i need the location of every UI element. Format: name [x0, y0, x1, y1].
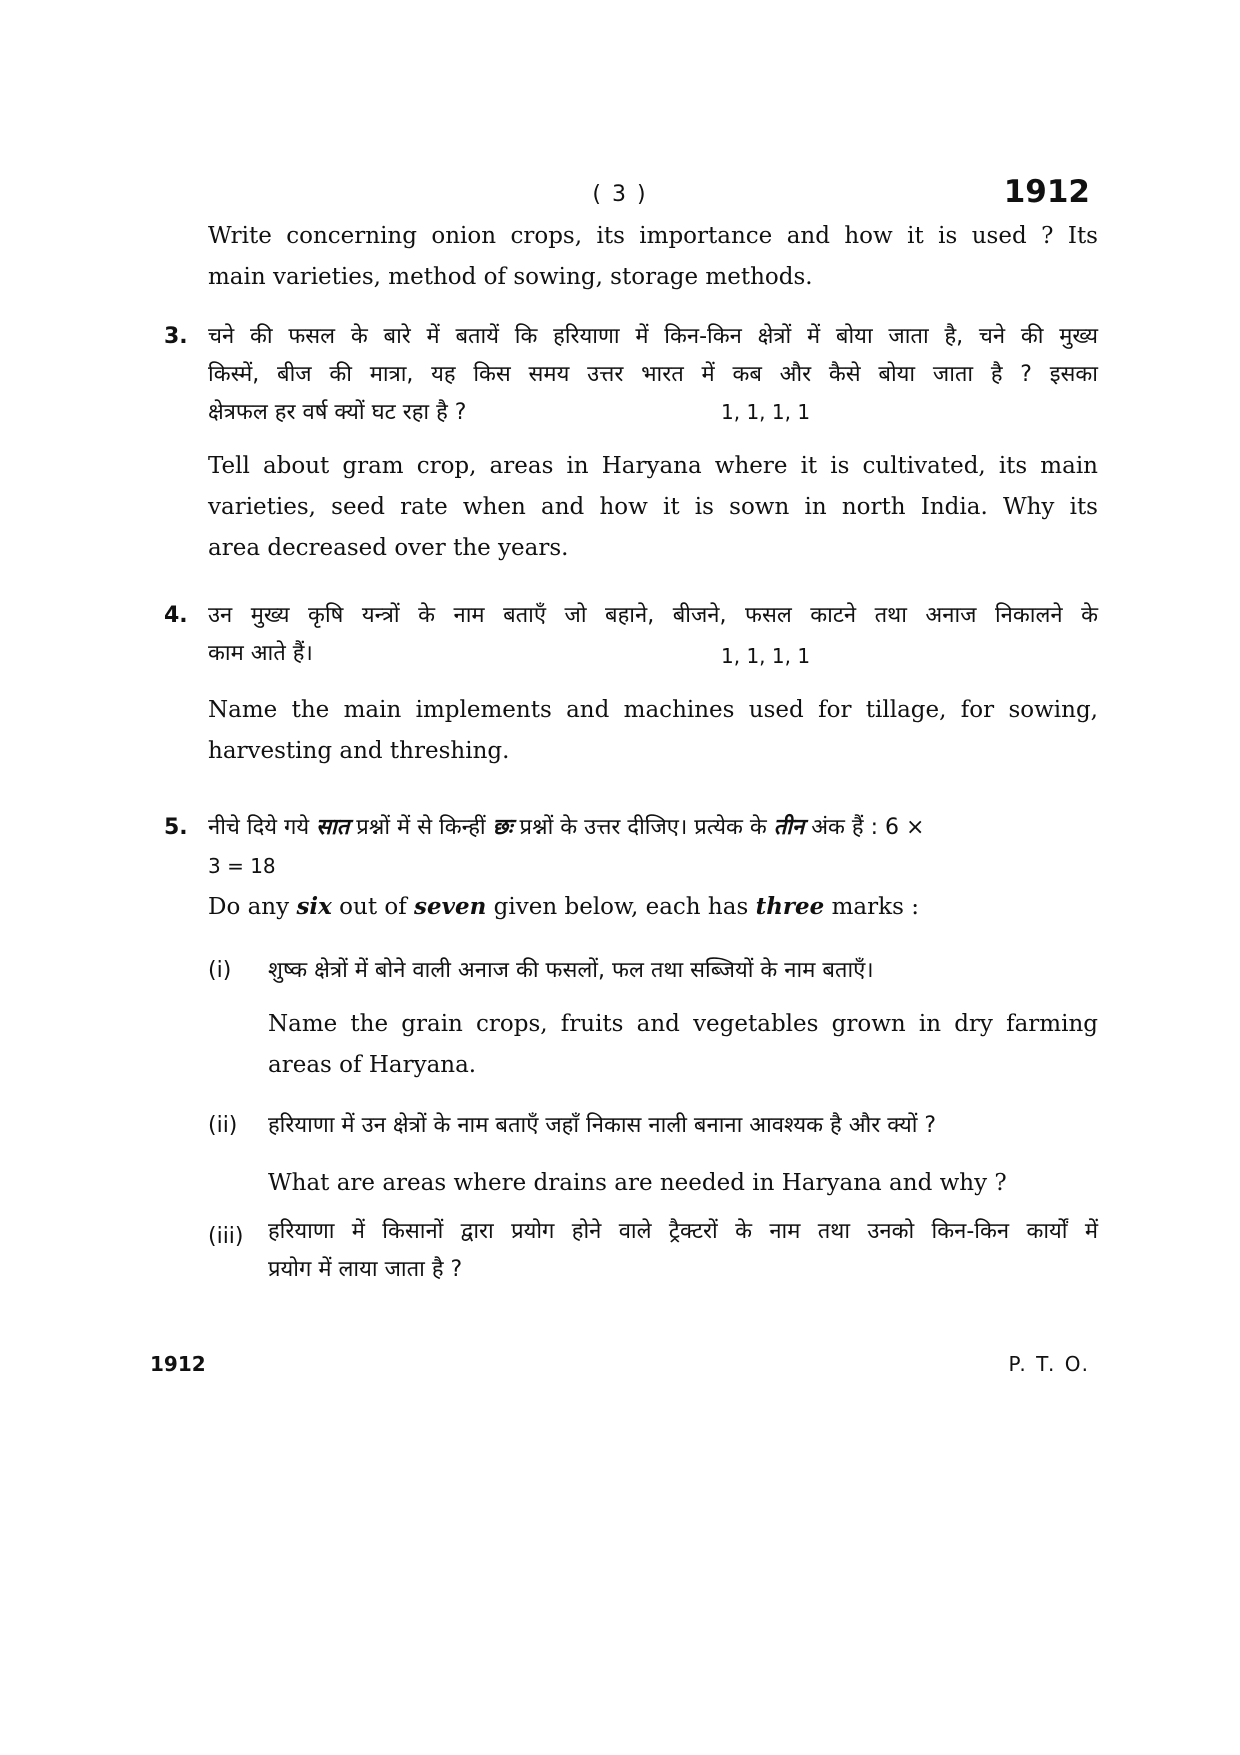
q5-hindi-bold-seven: सात — [316, 815, 350, 840]
q5-sub-iii-label: (iii) — [208, 1224, 244, 1249]
paper-code-footer: 1912 — [150, 1352, 206, 1376]
q5-english-bold-seven: seven — [414, 893, 487, 920]
q5-english-part-3: given below, each has — [493, 894, 749, 920]
q4-marks: 1, 1, 1, 1 — [721, 644, 811, 668]
q2-english-text — [208, 216, 1098, 298]
q5-sub-i-label: (i) — [208, 958, 232, 983]
question-3-english — [208, 446, 1098, 569]
q5-english-part-2: out of — [339, 894, 407, 920]
question-5-english — [208, 886, 919, 928]
question-4-number: 4. — [164, 603, 188, 628]
q4-hindi-line-1: उन मुख्य कृषि यन्त्रों के नाम बताएँ जो बहाने, बीजने, फसल काटने तथा अनाज निकालने के — [208, 603, 1098, 628]
q2-english-line-2: main varieties, method of sowing, storage methods. — [208, 264, 813, 290]
q3-hindi-line-3: क्षेत्रफल हर वर्ष क्यों घट रहा है ? — [208, 400, 467, 425]
question-3-number: 3. — [164, 324, 188, 349]
q3-hindi-line-2: किस्में, बीज की मात्रा, यह किस समय उत्तर भारत में कब और कैसे बोया जाता है ? इसका — [208, 362, 1098, 387]
q5-marks-total: 3 = 18 — [208, 854, 276, 878]
q5-hindi-part-1: नीचे दिये गये — [208, 815, 310, 840]
q5-sub-ii-label: (ii) — [208, 1113, 238, 1138]
page-number: ( 3 ) — [592, 182, 648, 207]
question-5-number: 5. — [164, 815, 188, 840]
q5-english-part-1: Do any — [208, 894, 290, 920]
q5-sub-i-english — [268, 1004, 1098, 1086]
q3-hindi-line-1: चने की फसल के बारे में बतायें कि हरियाणा में किन-किन क्षेत्रों में बोया जाता है, चने की मुख्य — [208, 324, 1098, 349]
q5-hindi-part-3: प्रश्नों के उत्तर दीजिए। प्रत्येक के — [519, 815, 767, 840]
q3-english-line-2: varieties, seed rate when and how it is sown in north India. Why its — [208, 494, 1098, 520]
q5-english-bold-three: three — [755, 893, 825, 920]
question-4-english — [208, 690, 1098, 772]
q5-english-bold-six: six — [296, 893, 332, 920]
q3-english-line-3: area decreased over the years. — [208, 535, 569, 561]
q5-hindi-bold-six: छः — [492, 815, 513, 840]
q5-english-part-4: marks : — [831, 894, 919, 920]
q5-sub-i-hindi: शुष्क क्षेत्रों में बोने वाली अनाज की फसलों, फल तथा सब्जियों के नाम बताएँ। — [268, 958, 874, 983]
q3-marks: 1, 1, 1, 1 — [721, 400, 811, 424]
paper-code-header: 1912 — [1003, 174, 1090, 210]
q4-english-line-1: Name the main implements and machines used for tillage, for sowing, — [208, 697, 1098, 723]
q5-sub-iii-hindi-line-1: हरियाणा में किसानों द्वारा प्रयोग होने वाले ट्रैक्टरों के नाम तथा उनको किन-किन कार्यों में — [268, 1219, 1098, 1244]
q5-sub-ii-english: What are areas where drains are needed in Haryana and why ? — [268, 1170, 1007, 1196]
q5-hindi-part-4: अंक हैं : 6 × — [811, 815, 925, 840]
q5-sub-iii-hindi-line-2: प्रयोग में लाया जाता है ? — [268, 1257, 463, 1282]
q2-english-line-1: Write concerning onion crops, its importance and how it is used ? Its — [208, 223, 1098, 249]
q5-hindi-part-2: प्रश्नों में से किन्हीं — [356, 815, 486, 840]
question-3-hindi — [208, 318, 1098, 432]
question-4-hindi — [208, 597, 1098, 673]
q5-sub-iii-hindi — [268, 1213, 1098, 1289]
q5-sub-i-english-line-1: Name the grain crops, fruits and vegetables grown in dry farming — [268, 1011, 1098, 1037]
please-turn-over: P. T. O. — [1008, 1352, 1090, 1376]
question-5-hindi — [208, 809, 1098, 847]
q3-english-line-1: Tell about gram crop, areas in Haryana where it is cultivated, its main — [208, 453, 1098, 479]
q5-sub-i-english-line-2: areas of Haryana. — [268, 1052, 477, 1078]
q5-hindi-bold-three: तीन — [773, 815, 805, 840]
q5-sub-ii-hindi: हरियाणा में उन क्षेत्रों के नाम बताएँ जहाँ निकास नाली बनाना आवश्यक है और क्यों ? — [268, 1113, 937, 1138]
q4-english-line-2: harvesting and threshing. — [208, 738, 510, 764]
q4-hindi-line-2: काम आते हैं। — [208, 641, 313, 666]
